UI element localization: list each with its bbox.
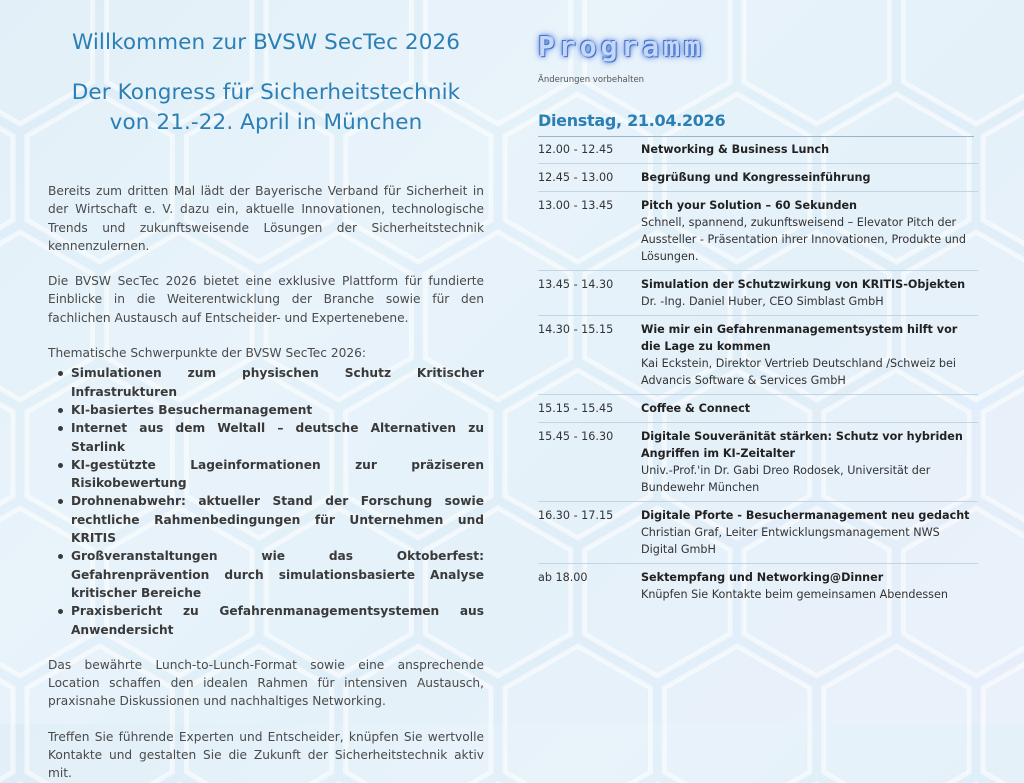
schedule-description [641,141,978,158]
schedule-title: Coffee & Connect [641,402,751,415]
schedule-row [538,192,978,271]
hexagon-shape [824,646,970,783]
welcome-column [48,24,484,783]
schedule-title: Pitch your Solution – 60 Sekunden [641,199,858,212]
schedule-row [538,271,978,316]
schedule-row [538,137,978,164]
invitation-paragraph: Treffen Sie führende Experten und Entscheider, knüpfen Sie wertvolle Kontakte und gestalten Sie die Zukunft der Sicherheitstechnik aktiv mit. [48,729,484,781]
topic-item: Praxisbericht zu Gefahrenmanagementsystemen aus Anwendersicht [58,602,484,639]
changes-note: Änderungen vorbehalten [538,75,645,85]
schedule-title: Simulation der Schutzwirkung von KRITIS-Objekten [641,278,966,291]
schedule-time: 13.00 - 13.45 [538,199,614,212]
topic-item: KI-basiertes Besuchermanagement [58,401,484,419]
schedule-time: 13.45 - 14.30 [538,278,614,291]
program-title: Programm [538,30,705,63]
schedule-row [538,423,978,502]
schedule-description [641,276,978,310]
schedule-title: Networking & Business Lunch [641,143,830,156]
schedule-detail: Christian Graf, Leiter Entwicklungsmanagement NWS Digital GmbH [641,526,940,556]
schedule-title: Digitale Souveränität stärken: Schutz vor hybriden Angriffen im KI-Zeitalter [641,430,963,460]
topic-item: Drohnenabwehr: aktueller Stand der Forschung sowie rechtliche Rahmenbedingungen für Unternehmen und KRITIS [58,492,484,547]
schedule-description [641,569,978,603]
topic-item: Großveranstaltungen wie das Oktoberfest: Gefahrenprävention durch simulationsbasierte Analyse kritischer Bereiche [58,547,484,602]
schedule-detail: Univ.-Prof.'in Dr. Gabi Dreo Rodosek, Universität der Bundewehr München [641,464,931,494]
schedule-table [538,137,978,608]
schedule-row [538,316,978,395]
schedule-time: ab 18.00 [538,571,588,584]
schedule-time: 12.45 - 13.00 [538,171,614,184]
schedule-row [538,564,978,608]
welcome-headline: Willkommen zur BVSW SecTec 2026 [71,30,461,55]
topic-item: KI-gestützte Lageinformationen zur präziseren Risikobewertung [58,456,484,493]
schedule-description [641,428,978,496]
schedule-time: 14.30 - 15.15 [538,323,614,336]
schedule-time: 15.45 - 16.30 [538,430,614,443]
hexagon-shape [664,646,810,783]
schedule-description [641,169,978,186]
schedule-detail: Knüpfen Sie Kontakte beim gemeinsamen Abendessen [641,588,948,601]
schedule-row [538,502,978,564]
schedule-time: 12.00 - 12.45 [538,143,614,156]
congress-headline [48,78,484,138]
schedule-detail: Dr. -Ing. Daniel Huber, CEO Simblast GmbH [641,295,884,308]
schedule-description [641,321,978,389]
format-paragraph: Das bewährte Lunch-to-Lunch-Format sowie eine ansprechende Location schaffen den idealen Rahmen für intensiven Austausch, praxisnahe Diskussionen und nachhaltiges Networking. [48,657,484,709]
congress-headline-line1: Der Kongress für Sicherheitstechnik [71,80,461,105]
schedule-detail: Schnell, spannend, zukunftsweisend – Elevator Pitch der Aussteller - Präsentation ihrer Innovationen, Produkte und Lösungen. [641,216,966,263]
platform-paragraph: Die BVSW SecTec 2026 bietet eine exklusive Plattform für fundierte Einblicke in die Weiterentwicklung der Branche sowie für den fachlichen Austausch auf Entscheider- und Expertenebene. [48,274,484,325]
intro-paragraph: Bereits zum dritten Mal lädt der Bayerische Verband für Sicherheit in der Wirtschaft e. V. dazu ein, aktuelle Innovationen, technologische Trends und zukunftsweisende Lösungen der Sicherheitstechnik kennenzulernen. [48,184,484,253]
schedule-description [641,197,978,265]
schedule-title: Digitale Pforte - Besuchermanagement neu gedacht [641,509,970,522]
day-heading: Dienstag, 21.04.2026 [538,111,726,130]
schedule-row [538,164,978,192]
topic-item: Internet aus dem Weltall – deutsche Alternativen zu Starlink [58,419,484,456]
topics-intro: Thematische Schwerpunkte der BVSW SecTec 2026: [48,346,366,361]
schedule-detail: Kai Eckstein, Direktor Vertrieb Deutschland /Schweiz bei Advancis Software & Services GmbH [641,357,957,387]
congress-headline-line2: von 21.-22. April in München [109,110,423,135]
schedule-title: Begrüßung und Kongresseinführung [641,171,871,184]
topic-item: Simulationen zum physischen Schutz Kritischer Infrastrukturen [58,364,484,401]
hexagon-shape [505,646,651,783]
schedule-time: 15.15 - 15.45 [538,402,614,415]
program-column [538,30,978,608]
schedule-row [538,395,978,423]
schedule-title: Sektempfang und Networking@Dinner [641,571,884,584]
schedule-description [641,507,978,558]
schedule-title: Wie mir ein Gefahrenmanagementsystem hilft vor die Lage zu kommen [641,323,958,353]
topics-list [48,364,484,638]
schedule-time: 16.30 - 17.15 [538,509,614,522]
schedule-description [641,400,978,417]
